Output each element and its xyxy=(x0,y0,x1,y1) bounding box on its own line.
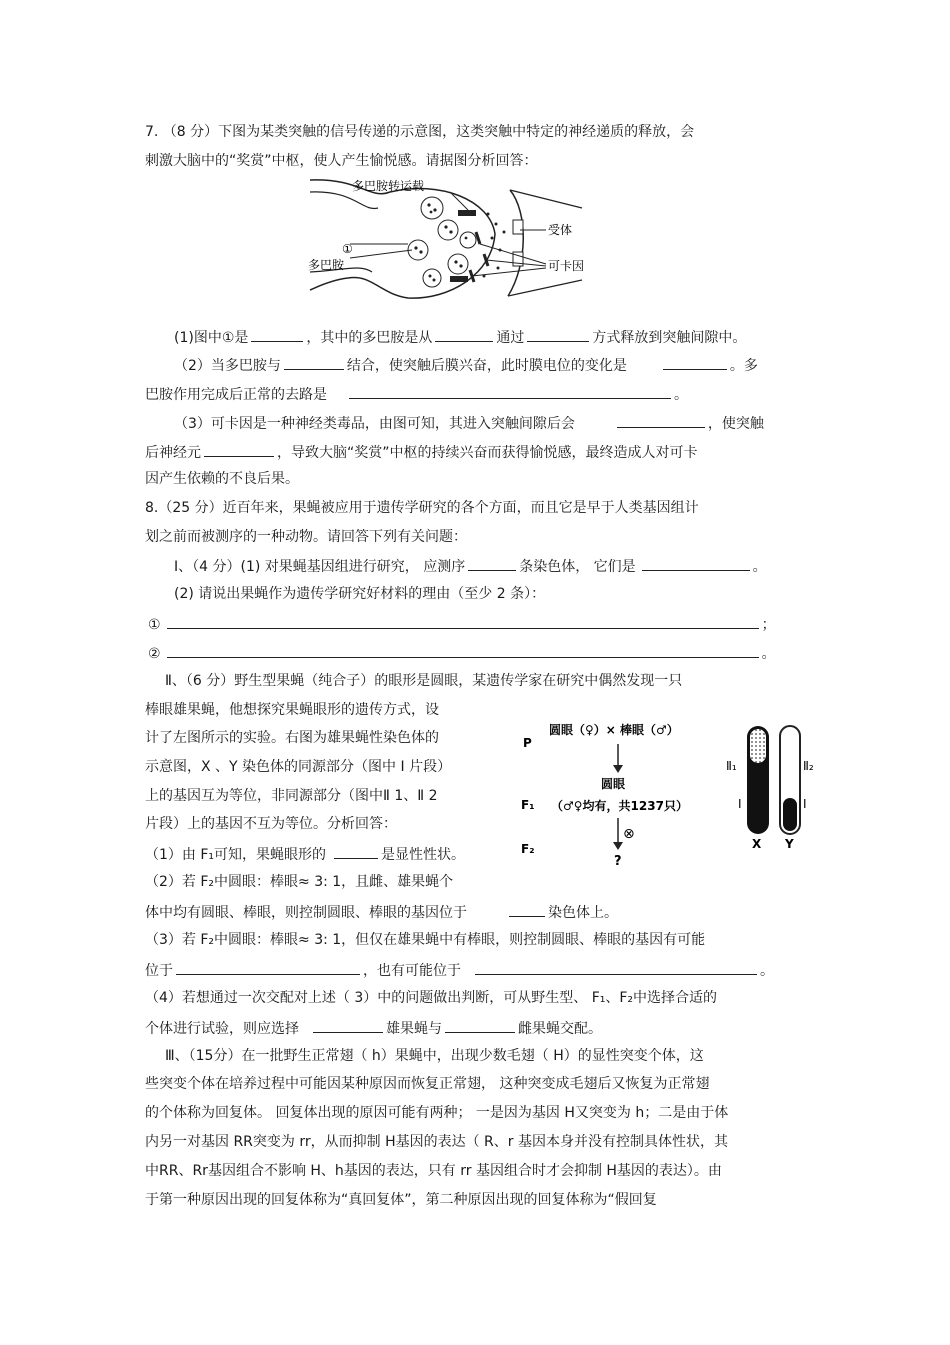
q8-part3-l6: 于第一种原因出现的回复体称为“真回复体”，第二种原因出现的回复体称为“假回复 xyxy=(145,1192,657,1208)
dopamine-label: 多巴胺 xyxy=(308,258,345,272)
answer-blank[interactable] xyxy=(284,354,344,370)
cross-diagram xyxy=(515,712,725,872)
q7-sub2: （2）当多巴胺与 结合，使突触后膜兴奋，此时膜电位的变化是 。多 xyxy=(174,354,758,376)
answer-blank[interactable] xyxy=(313,1017,383,1033)
q8-part1-q2: (2) 请说出果蝇作为遗传学研究好材料的理由（至少 2 条）： xyxy=(174,586,546,602)
q8-part2-q2-cont: 体中均有圆眼、棒眼，则控制圆眼、棒眼的基因位于 染色体上。 xyxy=(145,901,618,923)
parent-cross-label: 圆眼（♀）× 棒眼（♂） xyxy=(549,723,679,737)
q8-part2-q1: （1）由 F₁可知，果蝇眼形的 是显性性状。 xyxy=(145,843,465,865)
answer-blank[interactable] xyxy=(251,326,303,342)
answer-blank[interactable] xyxy=(167,613,759,629)
q7-sub2-cont: 巴胺作用完成后正常的去路是 。 xyxy=(145,383,688,405)
answer-blank[interactable] xyxy=(475,959,757,975)
q8-part3-l3: 的个体称为回复体。 回复体出现的原因可能有两种； 一是因为基因 H又突变为 h；二是由于体 xyxy=(145,1105,729,1121)
q7-sub3-cont: 后神经元 ，导致大脑“奖赏”中枢的持续兴奋而获得愉悦感，最终造成人对可卡 xyxy=(145,441,698,463)
q7-sub3-end: 因产生依赖的不良后果。 xyxy=(145,471,299,487)
q8-part3-l4: 内另一对基因 RR突变为 rr，从而抑制 H基因的表达（ R、r 基因本身并没有控制具体性状，其 xyxy=(145,1134,728,1150)
q8-reason-2: ② 。 xyxy=(148,642,776,664)
generation-f1-label: F₁ xyxy=(521,798,535,812)
receptor-label: 受体 xyxy=(548,223,573,237)
answer-blank[interactable] xyxy=(642,555,750,571)
answer-blank[interactable] xyxy=(445,1017,515,1033)
answer-blank[interactable] xyxy=(167,642,759,658)
q8-part2-l6: 片段）上的基因不互为等位。分析回答： xyxy=(145,816,397,832)
generation-f2-label: F₂ xyxy=(521,842,535,856)
unknown-result-label: ? xyxy=(614,854,622,869)
answer-blank[interactable] xyxy=(527,326,589,342)
synapse-diagram xyxy=(300,172,590,312)
cocaine-label: 可卡因 xyxy=(548,259,585,273)
q8-part2-l5: 上的基因互为等位，非同源部分（图中Ⅱ 1、Ⅱ 2 xyxy=(145,788,438,804)
q8-part3-l5: 中RR、Rr基因组合不影响 H、h基因的表达，只有 rr 基因组合时才会抑制 H基因的表达）。由 xyxy=(145,1163,722,1179)
self-cross-symbol: ⊗ xyxy=(623,826,635,842)
q8-part2-q4-cont: 个体进行试验，则应选择 雄果蝇与 雌果蝇交配。 xyxy=(145,1017,602,1039)
q7-line1: 7. （8 分）下图为某类突触的信号传递的示意图，这类突触中特定的神经递质的释放，会 xyxy=(145,124,695,140)
x-chromosome-label: X xyxy=(752,837,762,851)
circle-1-label: ① xyxy=(342,242,353,256)
q8-part2-l4: 示意图，X 、Y 染色体的同源部分（图中 Ⅰ 片段） xyxy=(145,759,452,775)
answer-blank[interactable] xyxy=(349,383,671,399)
q8-line2: 划之前而被测序的一种动物。请回答下列有关问题： xyxy=(145,529,467,545)
q8-part2-l3: 计了左图所示的实验。右图为雄果蝇性染色体的 xyxy=(145,730,439,746)
q8-part2-q2: （2）若 F₂中圆眼：棒眼≈ 3: 1，且雌、雄果蝇个 xyxy=(145,874,454,890)
q8-part2-l2: 棒眼雄果蝇，他想探究果蝇眼形的遗传方式，设 xyxy=(145,702,439,718)
segment-i-left-label: Ⅰ xyxy=(738,797,742,811)
answer-blank[interactable] xyxy=(663,354,727,370)
q7-sub1: (1)图中①是 ，其中的多巴胺是从 通过 方式释放到突触间隙中。 xyxy=(174,326,746,348)
transporter-label: 多巴胺转运载 xyxy=(352,179,425,193)
q7-sub3: （3）可卡因是一种神经类毒品，由图可知，其进入突触间隙后会 ，使突触 xyxy=(174,412,764,434)
q8-part1-q1: Ⅰ、（4 分）(1) 对果蝇基因组进行研究， 应测序 条染色体， 它们是 。 xyxy=(174,555,767,577)
q8-part2-q3: （3）若 F₂中圆眼：棒眼≈ 3: 1，但仅在雄果蝇中有棒眼，则控制圆眼、棒眼的基因有可能 xyxy=(145,932,706,948)
q8-reason-1: ① ； xyxy=(148,613,776,635)
answer-blank[interactable] xyxy=(509,901,545,917)
segment-ii1-label: Ⅱ₁ xyxy=(726,759,737,773)
q7-line2: 刺激大脑中的“奖赏”中枢，使人产生愉悦感。请据图分析回答： xyxy=(145,153,538,169)
q8-part3-l2: 些突变个体在培养过程中可能因某种原因而恢复正常翅， 这种突变成毛翅后又恢复为正常翅 xyxy=(145,1076,710,1092)
answer-blank[interactable] xyxy=(204,441,274,457)
q8-part2-q3-cont: 位于 ，也有可能位于 。 xyxy=(145,959,774,981)
segment-i-right-label: Ⅰ xyxy=(803,797,807,811)
q8-part2-q4: （4）若想通过一次交配对上述（ 3）中的问题做出判断，可从野生型、 F₁、F₂中选择合适的 xyxy=(145,990,718,1006)
f1-phenotype-label: 圆眼 xyxy=(601,777,626,791)
answer-blank[interactable] xyxy=(468,555,516,571)
answer-blank[interactable] xyxy=(435,326,493,342)
answer-blank[interactable] xyxy=(176,959,360,975)
q8-part3-l1: Ⅲ、（15分）在一批野生正常翅（ h）果蝇中，出现少数毛翅（ H）的显性突变个体，这 xyxy=(165,1048,704,1064)
answer-blank[interactable] xyxy=(334,843,378,859)
f1-note-label: （♂♀均有，共1237只） xyxy=(551,799,688,813)
q8-line1: 8.（25 分）近百年来，果蝇被应用于遗传学研究的各个方面，而且它是早于人类基因组计 xyxy=(145,500,699,516)
sex-chromosome-diagram xyxy=(722,720,812,860)
answer-blank[interactable] xyxy=(617,412,705,428)
y-chromosome-label: Y xyxy=(785,837,794,851)
generation-p-label: P xyxy=(523,736,532,750)
segment-ii2-label: Ⅱ₂ xyxy=(803,759,814,773)
q8-part2-l1: Ⅱ、（6 分）野生型果蝇（纯合子）的眼形是圆眼，某遗传学家在研究中偶然发现一只 xyxy=(165,673,683,689)
